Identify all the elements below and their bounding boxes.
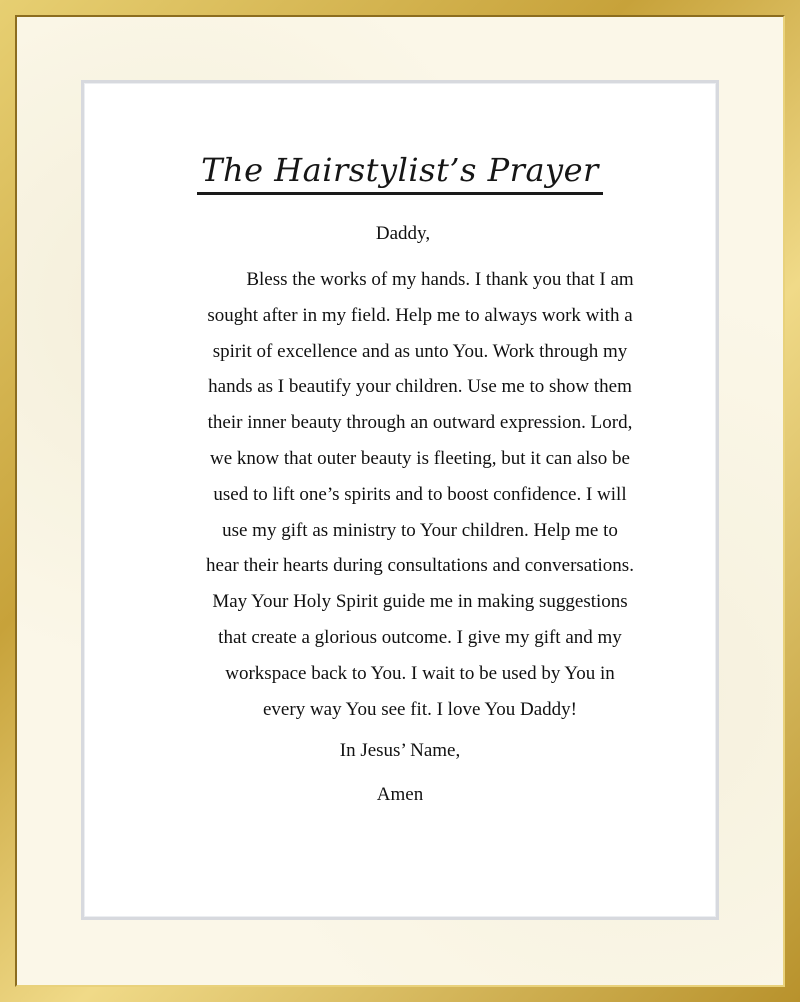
body-line: their inner beauty through an outward expression. Lord, — [207, 412, 633, 434]
body-line: Bless the works of my hands. I thank you that I am — [246, 269, 634, 290]
prayer-title: The Hairstylist’s Prayer — [197, 150, 603, 195]
body-line: spirit of excellence and as unto You. Work through my — [212, 340, 628, 362]
body-line: use my gift as ministry to Your children. Help me to — [222, 519, 618, 541]
body-line: used to lift one’s spirits and to boost confidence. I will — [213, 483, 627, 505]
body-line: hands as I beautify your children. Use me to show them — [208, 376, 632, 398]
title-container — [0, 150, 800, 195]
closing-line: In Jesus’ Name, — [339, 740, 461, 761]
body-line: every way You see fit. I love You Daddy! — [263, 698, 577, 720]
body-line: May Your Holy Spirit guide me in making suggestions — [212, 591, 628, 613]
body-line: sought after in my field. Help me to always work with a — [207, 304, 633, 326]
greeting: Daddy, — [375, 223, 431, 244]
body-line: we know that outer beauty is fleeting, but it can also be — [210, 447, 630, 469]
body-line: that create a glorious outcome. I give my gift and my — [218, 626, 622, 648]
prayer-body — [170, 262, 670, 727]
body-line: workspace back to You. I wait to be used by You in — [225, 662, 615, 684]
body-line: hear their hearts during consultations and conversations. — [206, 555, 634, 577]
amen-line: Amen — [376, 784, 424, 805]
